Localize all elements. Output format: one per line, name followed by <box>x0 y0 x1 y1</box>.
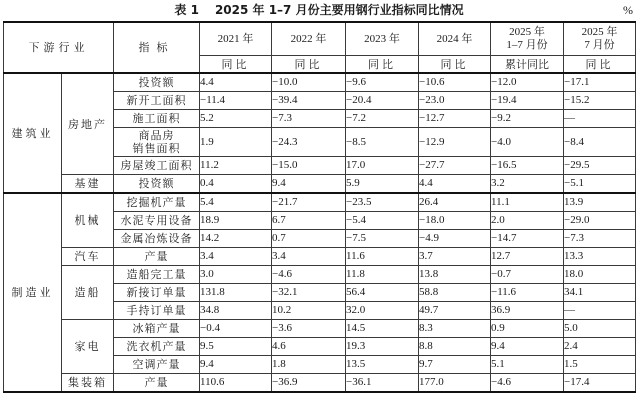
value-2022: 10.2 <box>272 302 346 320</box>
header-row-years <box>4 22 636 56</box>
table-row <box>4 320 636 338</box>
indicator-cell: 金属冶炼设备 <box>114 230 200 248</box>
value-2023: −7.5 <box>346 230 419 248</box>
value-2023: −7.2 <box>346 110 419 128</box>
value-2024: 177.0 <box>419 374 491 393</box>
indicator-cell: 商品房 销售面积 <box>114 128 200 157</box>
value-2025-jan-jul: 11.1 <box>491 193 564 212</box>
value-2025-jan-jul: 9.4 <box>491 338 564 356</box>
value-2024: 9.7 <box>419 356 491 374</box>
industry-group-cell: 集装箱 <box>62 374 114 393</box>
value-2025-jan-jul: 12.7 <box>491 248 564 266</box>
table-caption-label: 表 1 <box>174 3 199 17</box>
value-2021: 9.5 <box>200 338 272 356</box>
value-2025-jul: 1.5 <box>564 356 636 374</box>
value-2024: −4.9 <box>419 230 491 248</box>
value-2022: 1.8 <box>272 356 346 374</box>
value-2021: 34.8 <box>200 302 272 320</box>
table-row <box>4 248 636 266</box>
value-2022: 0.7 <box>272 230 346 248</box>
header-industry: 下游行业 <box>4 22 114 73</box>
header-year-2021: 2021 年 <box>200 22 272 56</box>
header-measure-2025-jan-jul: 累计同比 <box>491 56 564 74</box>
table-header <box>4 22 636 73</box>
value-2024: −12.7 <box>419 110 491 128</box>
indicator-cell: 挖掘机产量 <box>114 193 200 212</box>
value-2022: −39.4 <box>272 92 346 110</box>
value-2025-jan-jul: 36.9 <box>491 302 564 320</box>
value-2022: 6.7 <box>272 212 346 230</box>
table-row <box>4 73 636 92</box>
indicator-cell: 新接订单量 <box>114 284 200 302</box>
value-2025-jul: −17.1 <box>564 73 636 92</box>
value-2025-jul: −15.2 <box>564 92 636 110</box>
value-2025-jul: −8.4 <box>564 128 636 157</box>
value-2023: −23.5 <box>346 193 419 212</box>
header-year-2025-jan-jul: 2025 年 1–7 月份 <box>491 22 564 56</box>
value-2023: −20.4 <box>346 92 419 110</box>
value-2021: 4.4 <box>200 73 272 92</box>
header-year-2025-jul: 2025 年 7 月份 <box>564 22 636 56</box>
value-2025-jul: 34.1 <box>564 284 636 302</box>
value-2025-jul: 5.0 <box>564 320 636 338</box>
table-body <box>4 73 636 392</box>
value-2025-jan-jul: 2.0 <box>491 212 564 230</box>
value-2022: −21.7 <box>272 193 346 212</box>
value-2021: 5.2 <box>200 110 272 128</box>
value-2024: −18.0 <box>419 212 491 230</box>
value-2024: −23.0 <box>419 92 491 110</box>
value-2021: 3.0 <box>200 266 272 284</box>
value-2022: −15.0 <box>272 157 346 175</box>
sector-cell: 制造业 <box>4 193 62 392</box>
sector-cell: 建筑业 <box>4 73 62 193</box>
indicator-cell: 施工面积 <box>114 110 200 128</box>
indicator-cell: 洗衣机产量 <box>114 338 200 356</box>
indicator-cell: 空调产量 <box>114 356 200 374</box>
value-2021: 5.4 <box>200 193 272 212</box>
indicator-table <box>3 21 636 393</box>
value-2024: 8.8 <box>419 338 491 356</box>
value-2025-jul: — <box>564 110 636 128</box>
indicator-cell: 投资额 <box>114 73 200 92</box>
value-2025-jan-jul: −4.0 <box>491 128 564 157</box>
value-2025-jan-jul: −0.7 <box>491 266 564 284</box>
value-2023: −8.5 <box>346 128 419 157</box>
value-2022: −24.3 <box>272 128 346 157</box>
value-2025-jan-jul: 5.1 <box>491 356 564 374</box>
value-2025-jul: 13.3 <box>564 248 636 266</box>
value-2021: −0.4 <box>200 320 272 338</box>
industry-group-cell: 汽车 <box>62 248 114 266</box>
indicator-cell: 手持订单量 <box>114 302 200 320</box>
value-2023: 14.5 <box>346 320 419 338</box>
value-2025-jan-jul: −12.0 <box>491 73 564 92</box>
value-2024: 49.7 <box>419 302 491 320</box>
value-2023: −5.4 <box>346 212 419 230</box>
header-year-2024: 2024 年 <box>419 22 491 56</box>
table-caption <box>0 2 638 19</box>
value-2025-jan-jul: −9.2 <box>491 110 564 128</box>
industry-group-cell: 机械 <box>62 193 114 248</box>
value-2025-jul: −17.4 <box>564 374 636 393</box>
value-2023: 11.8 <box>346 266 419 284</box>
value-2024: −10.6 <box>419 73 491 92</box>
header-year-2022: 2022 年 <box>272 22 346 56</box>
value-2023: 13.5 <box>346 356 419 374</box>
value-2025-jul: 13.9 <box>564 193 636 212</box>
value-2021: 0.4 <box>200 175 272 194</box>
industry-group-cell: 家电 <box>62 320 114 374</box>
value-2024: 8.3 <box>419 320 491 338</box>
value-2021: 1.9 <box>200 128 272 157</box>
value-2025-jul: — <box>564 302 636 320</box>
value-2025-jan-jul: −11.6 <box>491 284 564 302</box>
value-2021: 14.2 <box>200 230 272 248</box>
header-year-2023: 2023 年 <box>346 22 419 56</box>
header-measure-2025-jul: 同比 <box>564 56 636 74</box>
value-2025-jan-jul: 3.2 <box>491 175 564 194</box>
value-2025-jul: −5.1 <box>564 175 636 194</box>
header-measure-2024: 同比 <box>419 56 491 74</box>
value-2022: −7.3 <box>272 110 346 128</box>
value-2023: −9.6 <box>346 73 419 92</box>
table-row <box>4 266 636 284</box>
header-measure-2021: 同比 <box>200 56 272 74</box>
value-2022: −32.1 <box>272 284 346 302</box>
value-2024: 3.7 <box>419 248 491 266</box>
table-caption-title: 2025 年 1–7 月份主要用钢行业指标同比情况 <box>214 3 464 17</box>
value-2022: 9.4 <box>272 175 346 194</box>
value-2025-jul: 2.4 <box>564 338 636 356</box>
industry-group-cell: 房地产 <box>62 73 114 175</box>
value-2025-jan-jul: −14.7 <box>491 230 564 248</box>
value-2024: −12.9 <box>419 128 491 157</box>
value-2024: −27.7 <box>419 157 491 175</box>
value-2023: 5.9 <box>346 175 419 194</box>
value-2022: −3.6 <box>272 320 346 338</box>
value-2025-jul: −29.0 <box>564 212 636 230</box>
indicator-cell: 产量 <box>114 248 200 266</box>
value-2024: 26.4 <box>419 193 491 212</box>
value-2022: 3.4 <box>272 248 346 266</box>
industry-group-cell: 造船 <box>62 266 114 320</box>
value-2023: −36.1 <box>346 374 419 393</box>
value-2023: 17.0 <box>346 157 419 175</box>
value-2024: 4.4 <box>419 175 491 194</box>
value-2024: 58.8 <box>419 284 491 302</box>
value-2025-jan-jul: 0.9 <box>491 320 564 338</box>
header-indicator: 指标 <box>114 22 200 73</box>
value-2021: 18.9 <box>200 212 272 230</box>
value-2025-jan-jul: −19.4 <box>491 92 564 110</box>
indicator-cell: 产量 <box>114 374 200 393</box>
value-2023: 11.6 <box>346 248 419 266</box>
value-2021: 110.6 <box>200 374 272 393</box>
value-2022: −36.9 <box>272 374 346 393</box>
table-row <box>4 374 636 393</box>
value-2022: −10.0 <box>272 73 346 92</box>
indicator-cell: 投资额 <box>114 175 200 194</box>
value-2023: 32.0 <box>346 302 419 320</box>
table-row <box>4 175 636 194</box>
value-2022: −4.6 <box>272 266 346 284</box>
value-2021: 9.4 <box>200 356 272 374</box>
value-2025-jan-jul: −16.5 <box>491 157 564 175</box>
value-2023: 56.4 <box>346 284 419 302</box>
value-2021: 3.4 <box>200 248 272 266</box>
indicator-cell: 房屋竣工面积 <box>114 157 200 175</box>
value-2021: 131.8 <box>200 284 272 302</box>
value-2025-jul: −7.3 <box>564 230 636 248</box>
value-2025-jan-jul: −4.6 <box>491 374 564 393</box>
value-2021: −11.4 <box>200 92 272 110</box>
value-2023: 19.3 <box>346 338 419 356</box>
value-2022: 4.6 <box>272 338 346 356</box>
industry-group-cell: 基建 <box>62 175 114 194</box>
value-2024: 13.8 <box>419 266 491 284</box>
indicator-cell: 水泥专用设备 <box>114 212 200 230</box>
header-measure-2023: 同比 <box>346 56 419 74</box>
indicator-cell: 冰箱产量 <box>114 320 200 338</box>
value-2025-jul: −29.5 <box>564 157 636 175</box>
value-2021: 11.2 <box>200 157 272 175</box>
unit-label: % <box>623 3 633 17</box>
header-measure-2022: 同比 <box>272 56 346 74</box>
value-2025-jul: 18.0 <box>564 266 636 284</box>
table-row <box>4 193 636 212</box>
indicator-cell: 造船完工量 <box>114 266 200 284</box>
indicator-cell: 新开工面积 <box>114 92 200 110</box>
